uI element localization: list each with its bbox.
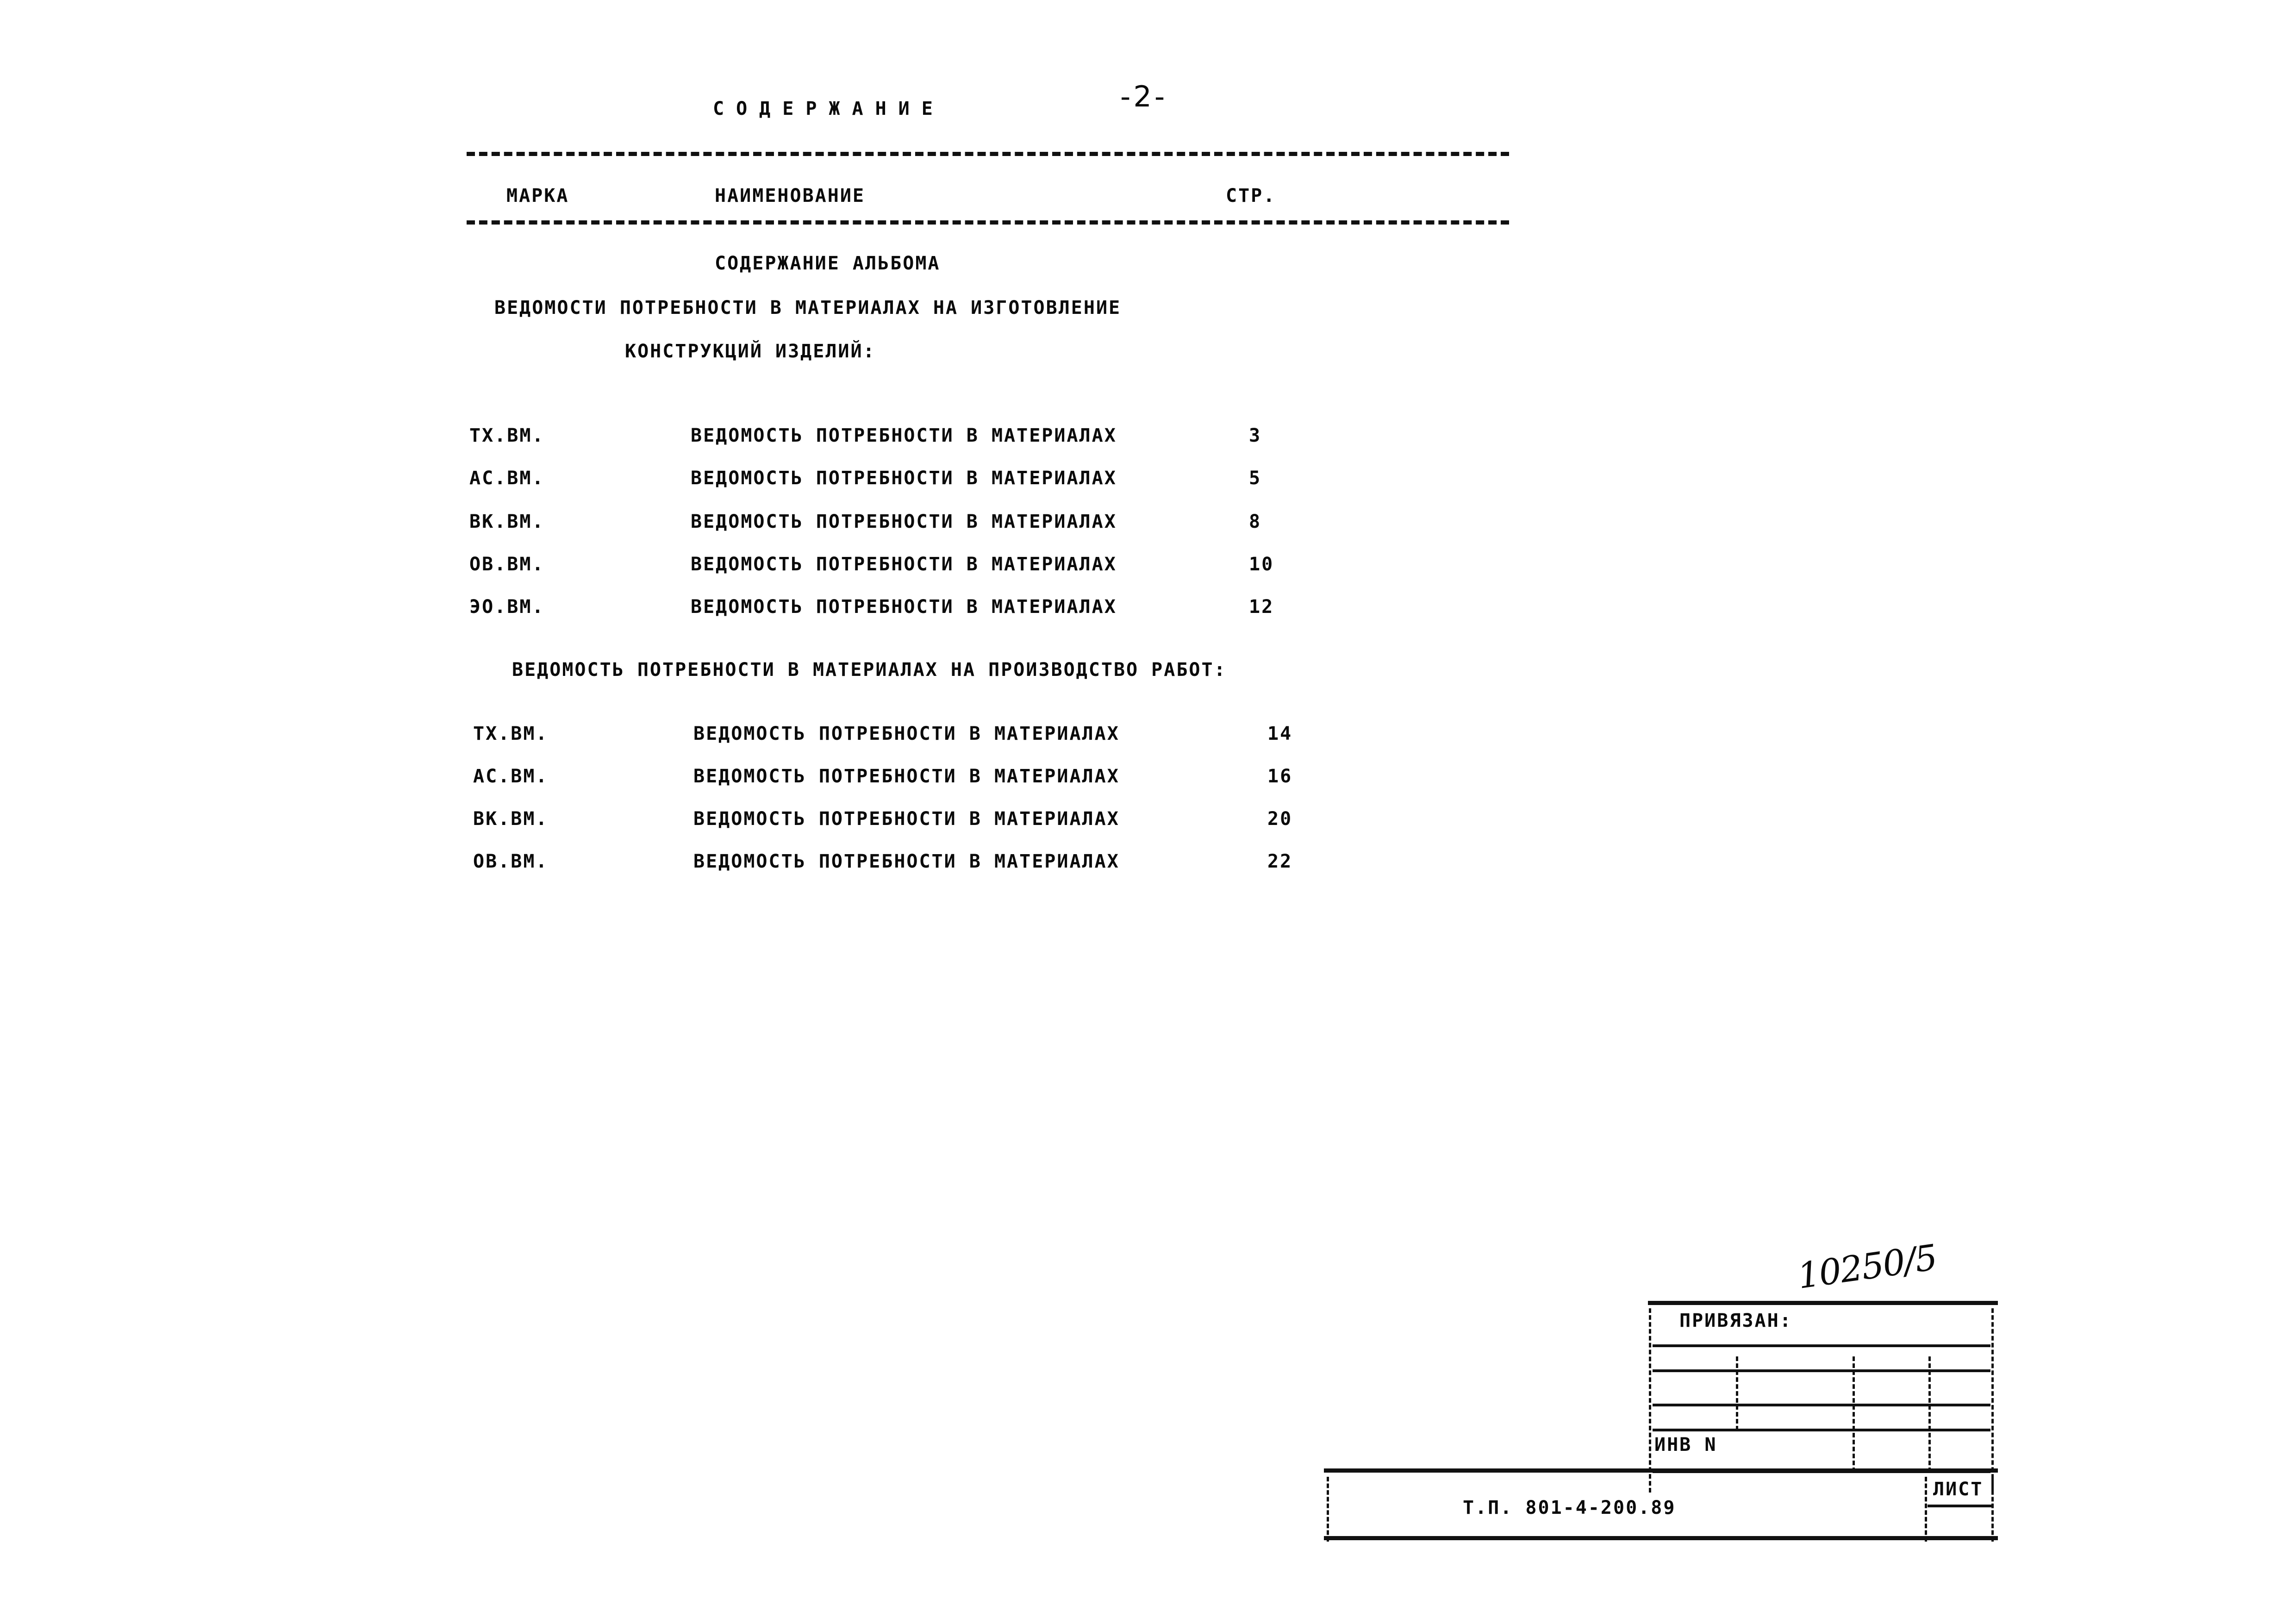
- header-bottom-rule: [467, 220, 1509, 225]
- stamp-left-border: [1649, 1308, 1651, 1493]
- stamp-row-line: [1653, 1369, 1990, 1372]
- stamp-col-line: [1736, 1356, 1738, 1430]
- row-mark: ВК.ВМ.: [473, 808, 549, 830]
- stamp-row-line: [1653, 1429, 1990, 1431]
- row-page: 20: [1267, 808, 1293, 830]
- column-header-mark: МАРКА: [506, 185, 569, 206]
- document-title: СОДЕРЖАНИЕ: [713, 98, 945, 119]
- row-mark: ЭО.ВМ.: [469, 596, 545, 618]
- handwritten-number: 10250/5: [1795, 1236, 1939, 1297]
- sheet-label: ЛИСТ: [1933, 1479, 1984, 1500]
- row-name: ВЕДОМОСТЬ ПОТРЕБНОСТИ В МАТЕРИАЛАХ: [691, 554, 1117, 575]
- row-name: ВЕДОМОСТЬ ПОТРЕБНОСТИ В МАТЕРИАЛАХ: [693, 808, 1120, 830]
- lower-block-bottom-border: [1324, 1536, 1998, 1540]
- stamp-row-line: [1653, 1344, 1990, 1347]
- section2-heading: ВЕДОМОСТЬ ПОТРЕБНОСТИ В МАТЕРИАЛАХ НА ПРОИЗВОДСТВО РАБОТ:: [512, 659, 1227, 681]
- attached-label: ПРИВЯЗАН:: [1679, 1310, 1792, 1331]
- project-code: Т.П. 801-4-200.89: [1463, 1497, 1676, 1518]
- row-name: ВЕДОМОСТЬ ПОТРЕБНОСТИ В МАТЕРИАЛАХ: [693, 723, 1120, 744]
- row-name: ВЕДОМОСТЬ ПОТРЕБНОСТИ В МАТЕРИАЛАХ: [691, 511, 1117, 532]
- album-contents-heading: СОДЕРЖАНИЕ АЛЬБОМА: [715, 253, 941, 274]
- row-name: ВЕДОМОСТЬ ПОТРЕБНОСТИ В МАТЕРИАЛАХ: [693, 766, 1120, 787]
- sheet-cell-divider: [1925, 1477, 1927, 1542]
- row-page: 22: [1267, 851, 1293, 872]
- section1-heading-line1: ВЕДОМОСТИ ПОТРЕБНОСТИ В МАТЕРИАЛАХ НА ИЗГОТОВЛЕНИЕ: [494, 297, 1122, 319]
- lower-block-right-border: [1991, 1477, 1994, 1542]
- row-page: 10: [1249, 554, 1274, 575]
- row-page: 8: [1249, 511, 1262, 532]
- stamp-top-border: [1648, 1301, 1998, 1305]
- row-page: 3: [1249, 425, 1262, 446]
- row-page: 5: [1249, 468, 1262, 489]
- row-page: 16: [1267, 766, 1293, 787]
- header-top-rule: [467, 152, 1509, 156]
- row-name: ВЕДОМОСТЬ ПОТРЕБНОСТИ В МАТЕРИАЛАХ: [693, 851, 1120, 872]
- stamp-right-border: [1991, 1308, 1994, 1493]
- column-header-name: НАИМЕНОВАНИЕ: [715, 185, 865, 206]
- page-number: -2-: [1120, 80, 1168, 113]
- stamp-col-line: [1928, 1356, 1931, 1472]
- lower-block-top-border: [1324, 1468, 1998, 1473]
- row-mark: АС.ВМ.: [469, 468, 545, 489]
- row-mark: ОВ.ВМ.: [469, 554, 545, 575]
- stamp-col-line: [1853, 1356, 1855, 1472]
- row-name: ВЕДОМОСТЬ ПОТРЕБНОСТИ В МАТЕРИАЛАХ: [691, 596, 1117, 618]
- row-mark: ТХ.ВМ.: [473, 723, 549, 744]
- row-mark: ОВ.ВМ.: [473, 851, 549, 872]
- row-name: ВЕДОМОСТЬ ПОТРЕБНОСТИ В МАТЕРИАЛАХ: [691, 425, 1117, 446]
- row-page: 12: [1249, 596, 1274, 618]
- section1-heading-line2: КОНСТРУКЦИЙ ИЗДЕЛИЙ:: [625, 341, 876, 362]
- stamp-row-line: [1653, 1404, 1990, 1406]
- row-name: ВЕДОМОСТЬ ПОТРЕБНОСТИ В МАТЕРИАЛАХ: [691, 468, 1117, 489]
- row-mark: АС.ВМ.: [473, 766, 549, 787]
- row-mark: ВК.ВМ.: [469, 511, 545, 532]
- lower-block-left-border: [1327, 1477, 1329, 1542]
- inventory-number-label: ИНВ N: [1654, 1434, 1717, 1455]
- row-page: 14: [1267, 723, 1293, 744]
- column-header-page: СТР.: [1226, 185, 1276, 206]
- row-mark: ТХ.ВМ.: [469, 425, 545, 446]
- sheet-cell-line: [1928, 1505, 1992, 1507]
